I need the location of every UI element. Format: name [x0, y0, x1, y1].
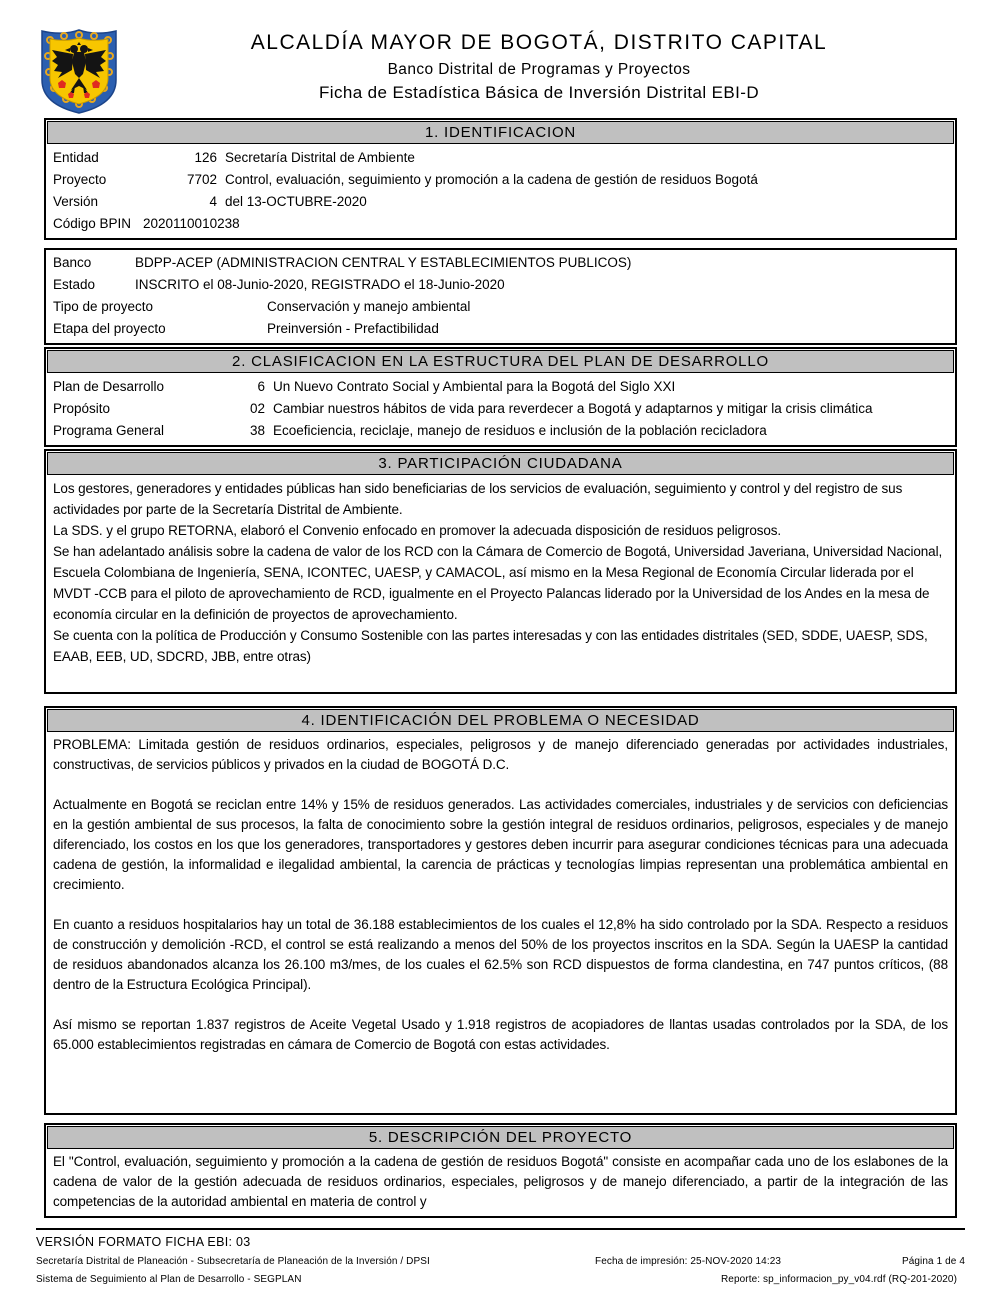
field-tipo-proyecto — [53, 296, 948, 318]
field-code: 126 — [194, 150, 217, 165]
section-participacion — [44, 449, 957, 694]
section-descripcion-text — [46, 1150, 955, 1216]
paragraph: Actualmente en Bogotá se reciclan entre 14% y 15% de residuos generados. Las actividades comerciales, industriales y de servicios con deficiencias en la gestión ambiental de sus procesos, la falta de conocimiento sobre la gestión integral de residuos ordinarios, peligrosos, especiales y de manejo diferenciado, los costos en los que los generadores, transportadores y gestores deben incurrir para asegurar condiciones técnicas para una adecuada cadena de gestión, la informalidad e ilegalidad ambiental, la carencia de prácticas y tecnologías limpias representan una problemática ambiental en crecimiento. — [53, 797, 948, 892]
section-participacion-text — [46, 476, 955, 692]
footer-row-2 — [36, 1274, 965, 1285]
footer-print-date: Fecha de impresión: 25-NOV-2020 14:23 — [595, 1256, 782, 1267]
page-title: ALCALDÍA MAYOR DE BOGOTÁ, DISTRITO CAPITAL — [250, 31, 828, 54]
paragraph: Así mismo se reportan 1.837 registros de Aceite Vegetal Usado y 1.918 registros de acopiadores de llantas usadas controlados por la SDA, de los 65.000 establecimientos registradas en cámara de Comercio de Bogotá con estas actividades. — [53, 1017, 948, 1052]
field-version — [53, 191, 948, 213]
section-problema — [44, 706, 957, 1115]
field-value: Conservación y manejo ambiental — [267, 299, 471, 314]
field-banco — [53, 252, 948, 274]
footer-entity: Secretaría Distrital de Planeación - Subsecretaría de Planeación de la Inversión / DPSI — [36, 1256, 430, 1267]
field-codigo-bpin — [53, 213, 948, 235]
page-subtitle: Banco Distrital de Programas y Proyectos — [387, 61, 691, 78]
section-identificacion — [44, 118, 957, 240]
field-value: Preinversión - Prefactibilidad — [267, 321, 439, 336]
section-identificacion-header: 1. IDENTIFICACION — [47, 121, 954, 144]
section-descripcion-header: 5. DESCRIPCIÓN DEL PROYECTO — [47, 1126, 954, 1149]
section-clasificacion-header: 2. CLASIFICACION EN LA ESTRUCTURA DEL PLAN DE DESARROLLO — [47, 350, 954, 373]
field-value: Secretaría Distrital de Ambiente — [225, 150, 415, 165]
field-code: 38 — [249, 423, 265, 438]
field-etapa-proyecto — [53, 318, 948, 340]
field-value: Control, evaluación, seguimiento y promoción a la cadena de gestión de residuos Bogotá — [225, 172, 758, 187]
section-clasificacion — [44, 347, 957, 447]
field-label: Plan de Desarrollo — [53, 379, 165, 394]
footer-format-version: VERSIÓN FORMATO FICHA EBI: 03 — [36, 1235, 251, 1249]
field-label: Programa General — [53, 423, 165, 438]
paragraph: Se han adelantado análisis sobre la cadena de valor de los RCD con la Cámara de Comercio de Bogotá, Universidad Javeriana, Universidad Nacional, Escuela Colombiana de Ingeniería, SENA, ICONTEC, UAESP, y CAMACOL, así mismo en la Mesa Regional de Economía Circular liderada por el MVDT -CCB para el piloto de aprovechamiento de RCD, igualmente en el Proyecto Palancas liderado por la Universidad de los Andes en la mesa de economía circular en la definición de proyectos de aprovechamiento. — [53, 544, 943, 622]
document-footer — [36, 1228, 965, 1285]
field-proyecto — [53, 169, 948, 191]
paragraph: Se cuenta con la política de Producción y Consumo Sostenible con las partes interesadas y con las entidades distritales (SED, SDDE, UAESP, SDS, EAAB, EEB, UD, SDCRD, JBB, entre otras) — [53, 628, 928, 664]
section-participacion-header: 3. PARTICIPACIÓN CIUDADANA — [47, 452, 954, 475]
footer-report-id: Reporte: sp_informacion_py_v04.rdf (RQ-201-2020) — [720, 1274, 957, 1285]
footer-system: Sistema de Seguimiento al Plan de Desarrollo - SEGPLAN — [36, 1274, 302, 1285]
field-label: Tipo de proyecto — [53, 299, 154, 314]
field-value: BDPP-ACEP (ADMINISTRACION CENTRAL Y ESTABLECIMIENTOS PUBLICOS) — [135, 255, 632, 270]
section-banco-estado — [44, 248, 957, 345]
field-label: Propósito — [53, 401, 111, 416]
field-label: Versión — [53, 194, 99, 209]
field-label: Código BPIN — [53, 216, 132, 231]
document-header — [0, 0, 1000, 118]
field-value: Ecoeficiencia, reciclaje, manejo de residuos e inclusión de la población recicladora — [273, 423, 767, 438]
field-label: Proyecto — [53, 172, 107, 187]
footer-row-1 — [36, 1256, 965, 1267]
footer-page-number: Página 1 de 4 — [901, 1256, 965, 1267]
section-problema-header: 4. IDENTIFICACIÓN DEL PROBLEMA O NECESIDAD — [47, 709, 954, 732]
page-subtitle2: Ficha de Estadística Básica de Inversión Distrital EBI-D — [318, 83, 759, 102]
bogota-coat-of-arms-icon — [38, 28, 120, 114]
field-code: 4 — [209, 194, 217, 209]
paragraph: La SDS. y el grupo RETORNA, elaboró el Convenio enfocado en promover la adecuada disposición de residuos peligrosos. — [53, 523, 782, 538]
section-descripcion — [44, 1123, 957, 1218]
field-code: 02 — [249, 401, 265, 416]
field-value: 2020110010238 — [143, 216, 240, 231]
section-problema-text — [46, 733, 955, 1113]
paragraph: Los gestores, generadores y entidades públicas han sido beneficiarias de los servicios de evaluación, seguimiento y control y del registro de sus actividades por parte de la Secretaría Distrital de Ambiente. — [53, 481, 903, 517]
field-entidad — [53, 147, 948, 169]
field-label: Etapa del proyecto — [53, 321, 166, 336]
field-programa-general — [53, 420, 948, 442]
paragraph: El "Control, evaluación, seguimiento y promoción a la cadena de gestión de residuos Bogotá" consiste en acompañar cada uno de los eslabones de la cadena de valor de la gestión adecuada de residuos ordinarios, especiales, peligrosos y de manejo diferenciado, a partir de la integración de las competencias de la autoridad ambiental en materia de control y — [53, 1154, 948, 1209]
paragraph: PROBLEMA: Limitada gestión de residuos ordinarios, especiales, peligrosos y de manejo diferenciado generadas por actividades industriales, constructivas, de servicios públicos y privados en la ciudad de BOGOTÁ D.C. — [53, 737, 948, 772]
footer-divider — [36, 1228, 965, 1230]
field-label: Estado — [53, 277, 96, 292]
field-value: del 13-OCTUBRE-2020 — [225, 194, 367, 209]
field-value: INSCRITO el 08-Junio-2020, REGISTRADO el 18-Junio-2020 — [135, 277, 505, 292]
field-code: 6 — [257, 379, 265, 394]
field-label: Banco — [53, 255, 92, 270]
field-value: Cambiar nuestros hábitos de vida para reverdecer a Bogotá y adaptarnos y mitigar la crisis climática — [273, 401, 873, 416]
field-proposito — [53, 398, 948, 420]
field-plan-desarrollo — [53, 376, 948, 398]
paragraph: En cuanto a residuos hospitalarios hay un total de 36.188 establecimientos de los cuales el 12,8% ha sido controlado por la SDA. Respecto a residuos de construcción y demolición -RCD, el control se está realizando a menos del 50% de los proyectos inscritos en la SDA. Según la UAESP la cantidad de residuos abandonados alcanza los 26.100 m3/mes, de los cuales el 62.5% son RCD dispuestos de forma clandestina, en 747 puntos críticos, (88 dentro de la Estructura Ecológica Principal). — [53, 917, 948, 992]
field-code: 7702 — [186, 172, 217, 187]
field-estado — [53, 274, 948, 296]
document-body — [44, 118, 957, 1218]
field-label: Entidad — [53, 150, 99, 165]
field-value: Un Nuevo Contrato Social y Ambiental para la Bogotá del Siglo XXI — [273, 379, 676, 394]
